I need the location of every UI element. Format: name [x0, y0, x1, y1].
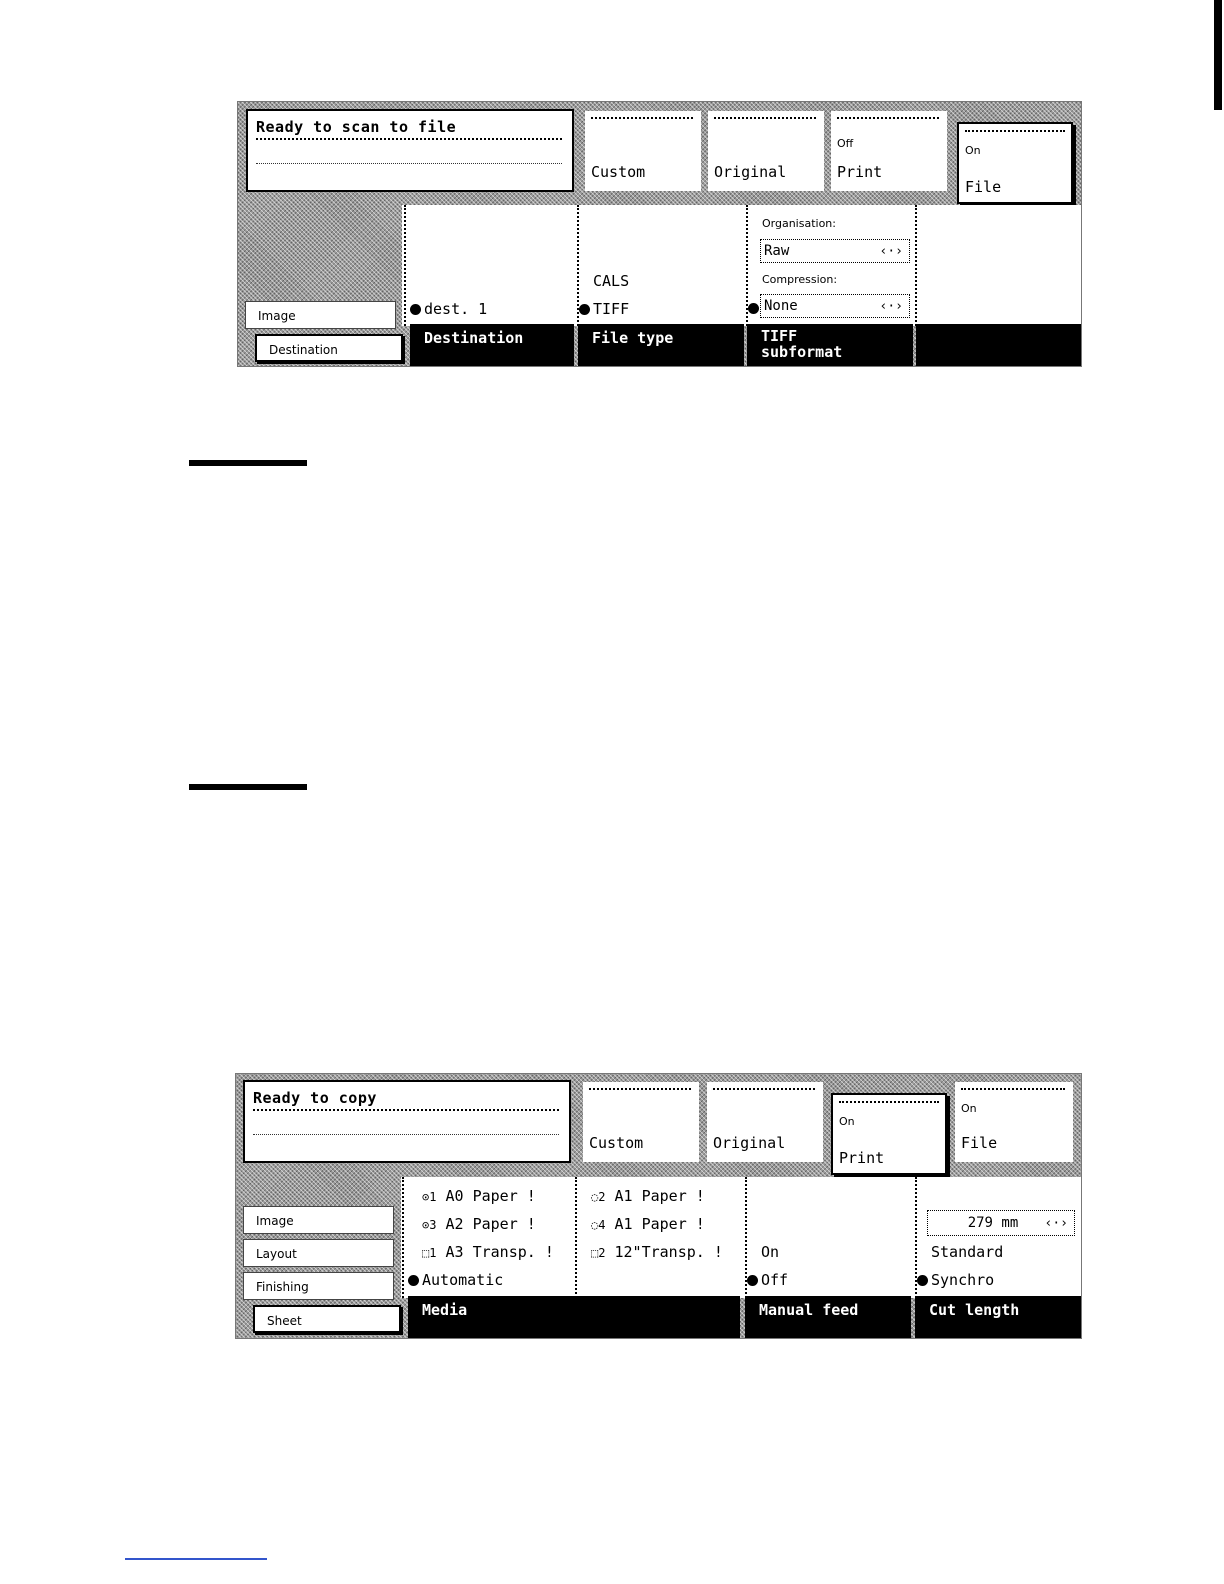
tab-image[interactable]: Image — [245, 301, 396, 329]
mode-label: File — [961, 1134, 998, 1152]
mode-original-button[interactable] — [708, 111, 824, 191]
selected-bullet-icon — [748, 303, 759, 314]
roll-icon: ⊙1 — [422, 1190, 437, 1204]
tab-image[interactable]: Image — [243, 1206, 394, 1234]
tab-destination[interactable]: Destination — [255, 334, 403, 362]
destination-column — [404, 205, 576, 326]
media-option[interactable]: ◌4 A1 Paper ! — [591, 1215, 705, 1233]
scan-panel — [237, 101, 1082, 367]
status-box — [243, 1080, 571, 1163]
organisation-select[interactable]: Raw ‹·› — [760, 239, 910, 263]
media-option[interactable]: ⬚2 12"Transp. ! — [591, 1243, 723, 1261]
organisation-label: Organisation: — [762, 217, 836, 230]
tab-sheet[interactable]: Sheet — [253, 1305, 401, 1333]
cut-length-footer: Cut length — [915, 1296, 1081, 1338]
file-type-column — [577, 205, 746, 326]
media-option[interactable]: ⬚1 A3 Transp. ! — [422, 1243, 554, 1261]
mode-file-button[interactable] — [957, 122, 1073, 204]
selected-bullet-icon — [408, 1275, 419, 1286]
section-rule — [189, 460, 307, 466]
manual-feed-column — [745, 1177, 915, 1298]
selected-bullet-icon — [410, 304, 421, 315]
mode-state: On — [965, 144, 981, 157]
mode-label: Custom — [591, 163, 646, 181]
manual-feed-footer: Manual feed — [745, 1296, 911, 1338]
tray-icon: ⬚1 — [422, 1246, 437, 1260]
cut-length-stepper[interactable]: 279 mm ‹·› — [927, 1210, 1075, 1236]
tiff-subformat-column — [746, 205, 915, 326]
file-type-option[interactable]: TIFF — [579, 300, 629, 318]
status-title: Ready to copy — [253, 1089, 377, 1107]
mode-state: On — [961, 1102, 977, 1115]
compression-label: Compression: — [762, 273, 838, 286]
media-footer: Media — [408, 1296, 740, 1338]
destination-option[interactable]: dest. 1 — [410, 300, 487, 318]
spin-arrows-icon: ‹·› — [1044, 1216, 1068, 1231]
mode-label: Original — [713, 1134, 786, 1152]
destination-footer: Destination — [410, 324, 574, 366]
mode-custom-button[interactable] — [585, 111, 701, 191]
status-divider — [253, 1134, 559, 1135]
selected-bullet-icon — [917, 1275, 928, 1286]
mode-label: File — [965, 178, 1002, 196]
mode-print-button[interactable] — [831, 1093, 947, 1175]
status-box — [246, 109, 574, 192]
roll-icon: ◌2 — [591, 1190, 606, 1204]
selected-bullet-icon — [747, 1275, 758, 1286]
tray-icon: ⬚2 — [591, 1246, 606, 1260]
mode-state: On — [839, 1115, 855, 1128]
footer-link-line — [125, 1558, 267, 1560]
copy-panel — [235, 1073, 1082, 1339]
mode-state: Off — [837, 137, 854, 150]
tab-finishing[interactable]: Finishing — [243, 1272, 394, 1300]
mode-file-button[interactable] — [955, 1082, 1073, 1162]
manual-feed-option[interactable]: Off — [747, 1271, 788, 1289]
page-edge-bar — [1214, 0, 1222, 110]
mode-original-button[interactable] — [707, 1082, 823, 1162]
status-divider — [253, 1109, 559, 1111]
tiff-subformat-footer: TIFF subformat — [747, 324, 913, 366]
section-rule — [189, 784, 307, 790]
mode-label: Custom — [589, 1134, 644, 1152]
mode-print-button[interactable] — [831, 111, 947, 191]
media-option-automatic[interactable]: Automatic — [408, 1271, 503, 1289]
file-type-footer: File type — [578, 324, 744, 366]
status-divider — [256, 163, 562, 164]
roll-icon: ⊙3 — [422, 1218, 437, 1232]
status-title: Ready to scan to file — [256, 118, 457, 136]
cut-length-column — [915, 1177, 1081, 1298]
media-option[interactable]: ◌2 A1 Paper ! — [591, 1187, 705, 1205]
cut-length-option[interactable]: Standard — [931, 1243, 1004, 1261]
mode-custom-button[interactable] — [583, 1082, 699, 1162]
compression-select[interactable]: None ‹·› — [760, 294, 910, 318]
empty-footer — [916, 324, 1081, 366]
spin-arrows-icon: ‹·› — [879, 299, 903, 314]
file-type-option[interactable]: CALS — [593, 272, 630, 290]
empty-column — [915, 205, 1081, 326]
media-option[interactable]: ⊙3 A2 Paper ! — [422, 1215, 536, 1233]
media-column-2 — [575, 1177, 745, 1298]
media-option[interactable]: ⊙1 A0 Paper ! — [422, 1187, 536, 1205]
mode-label: Print — [839, 1149, 885, 1167]
manual-feed-option[interactable]: On — [761, 1243, 780, 1261]
spin-arrows-icon: ‹·› — [879, 244, 903, 259]
mode-label: Print — [837, 163, 883, 181]
selected-bullet-icon — [579, 304, 590, 315]
status-divider — [256, 138, 562, 140]
mode-label: Original — [714, 163, 787, 181]
media-column-1 — [402, 1177, 575, 1298]
tab-layout[interactable]: Layout — [243, 1239, 394, 1267]
roll-icon: ◌4 — [591, 1218, 606, 1232]
cut-length-option[interactable]: Synchro — [917, 1271, 994, 1289]
